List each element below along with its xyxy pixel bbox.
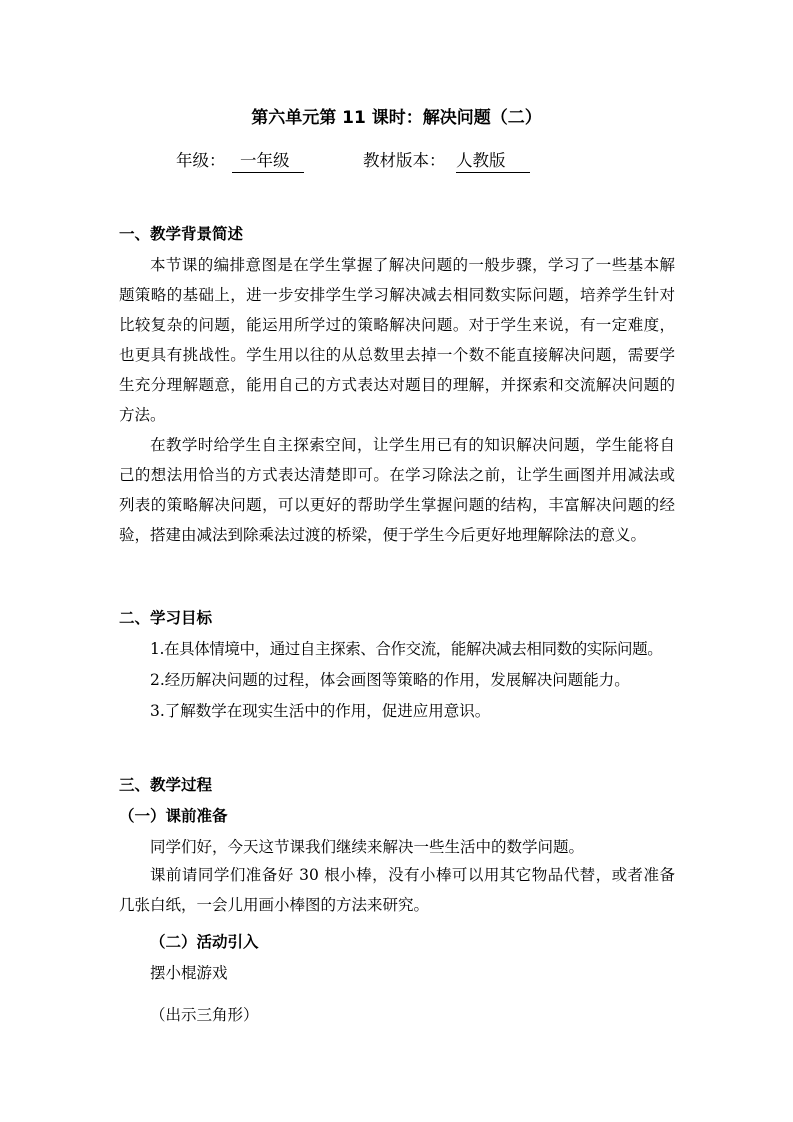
background-paragraph-1: 本节课的编排意图是在学生掌握了解决问题的一般步骤，学习了一些基本解题策略的基础上，进一步安排学生学习解决减去相同数实际问题，培养学生针对比较复杂的问题，能运用所学过的策略解决问题。对于学生来说，有一定难度，也更具有挑战性。学生用以往的从总数里去掉一个数不能直接解决问题，需要学生充分理解题意，能用自己的方式表达对题目的理解，并探索和交流解决问题的方法。 [119,256,675,424]
edition-value: 人教版 [456,147,530,173]
section-heading-goals: 二、学习目标 [119,609,213,627]
section-heading-background: 一、教学背景简述 [119,225,244,243]
preparation-line-2: 课前请同学们准备好 30 根小棒，没有小棒可以用其它物品代替，或者准备几张白纸，一会儿用画小棒图的方法来研究。 [119,866,675,914]
edition-label: 教材版本： [363,151,446,170]
subheading-preparation: （一）课前准备 [119,807,228,825]
subheading-activity: （二）活动引入 [150,933,259,951]
activity-title: 摆小棍游戏 [150,964,228,982]
goal-item-2: 2.经历解决问题的过程，体会画图等策略的作用，发展解决问题能力。 [150,671,630,689]
grade-value: 一年级 [232,147,304,173]
activity-note: （出示三角形） [150,1006,259,1024]
section-heading-process: 三、教学过程 [119,776,213,794]
goal-item-1: 1.在具体情境中，通过自主探索、合作交流，能解决减去相同数的实际问题。 [150,640,663,658]
preparation-line-1: 同学们好，今天这节课我们继续来解决一些生活中的数学问题。 [150,838,585,856]
background-paragraph-2: 在教学时给学生自主探索空间，让学生用已有的知识解决问题，学生能将自己的想法用恰当的方式表达清楚即可。在学习除法之前，让学生画图并用减法或列表的策略解决问题，可以更好的帮助学生掌握问题的结构，丰富解决问题的经验，搭建由减法到除乘法过渡的桥梁，便于学生今后更好地理解除法的意义。 [119,436,675,544]
grade-label: 年级： [176,151,226,170]
goal-item-3: 3.了解数学在现实生活中的作用，促进应用意识。 [150,702,491,720]
page-title: 第六单元第 11 课时：解决问题（二） [251,108,542,128]
